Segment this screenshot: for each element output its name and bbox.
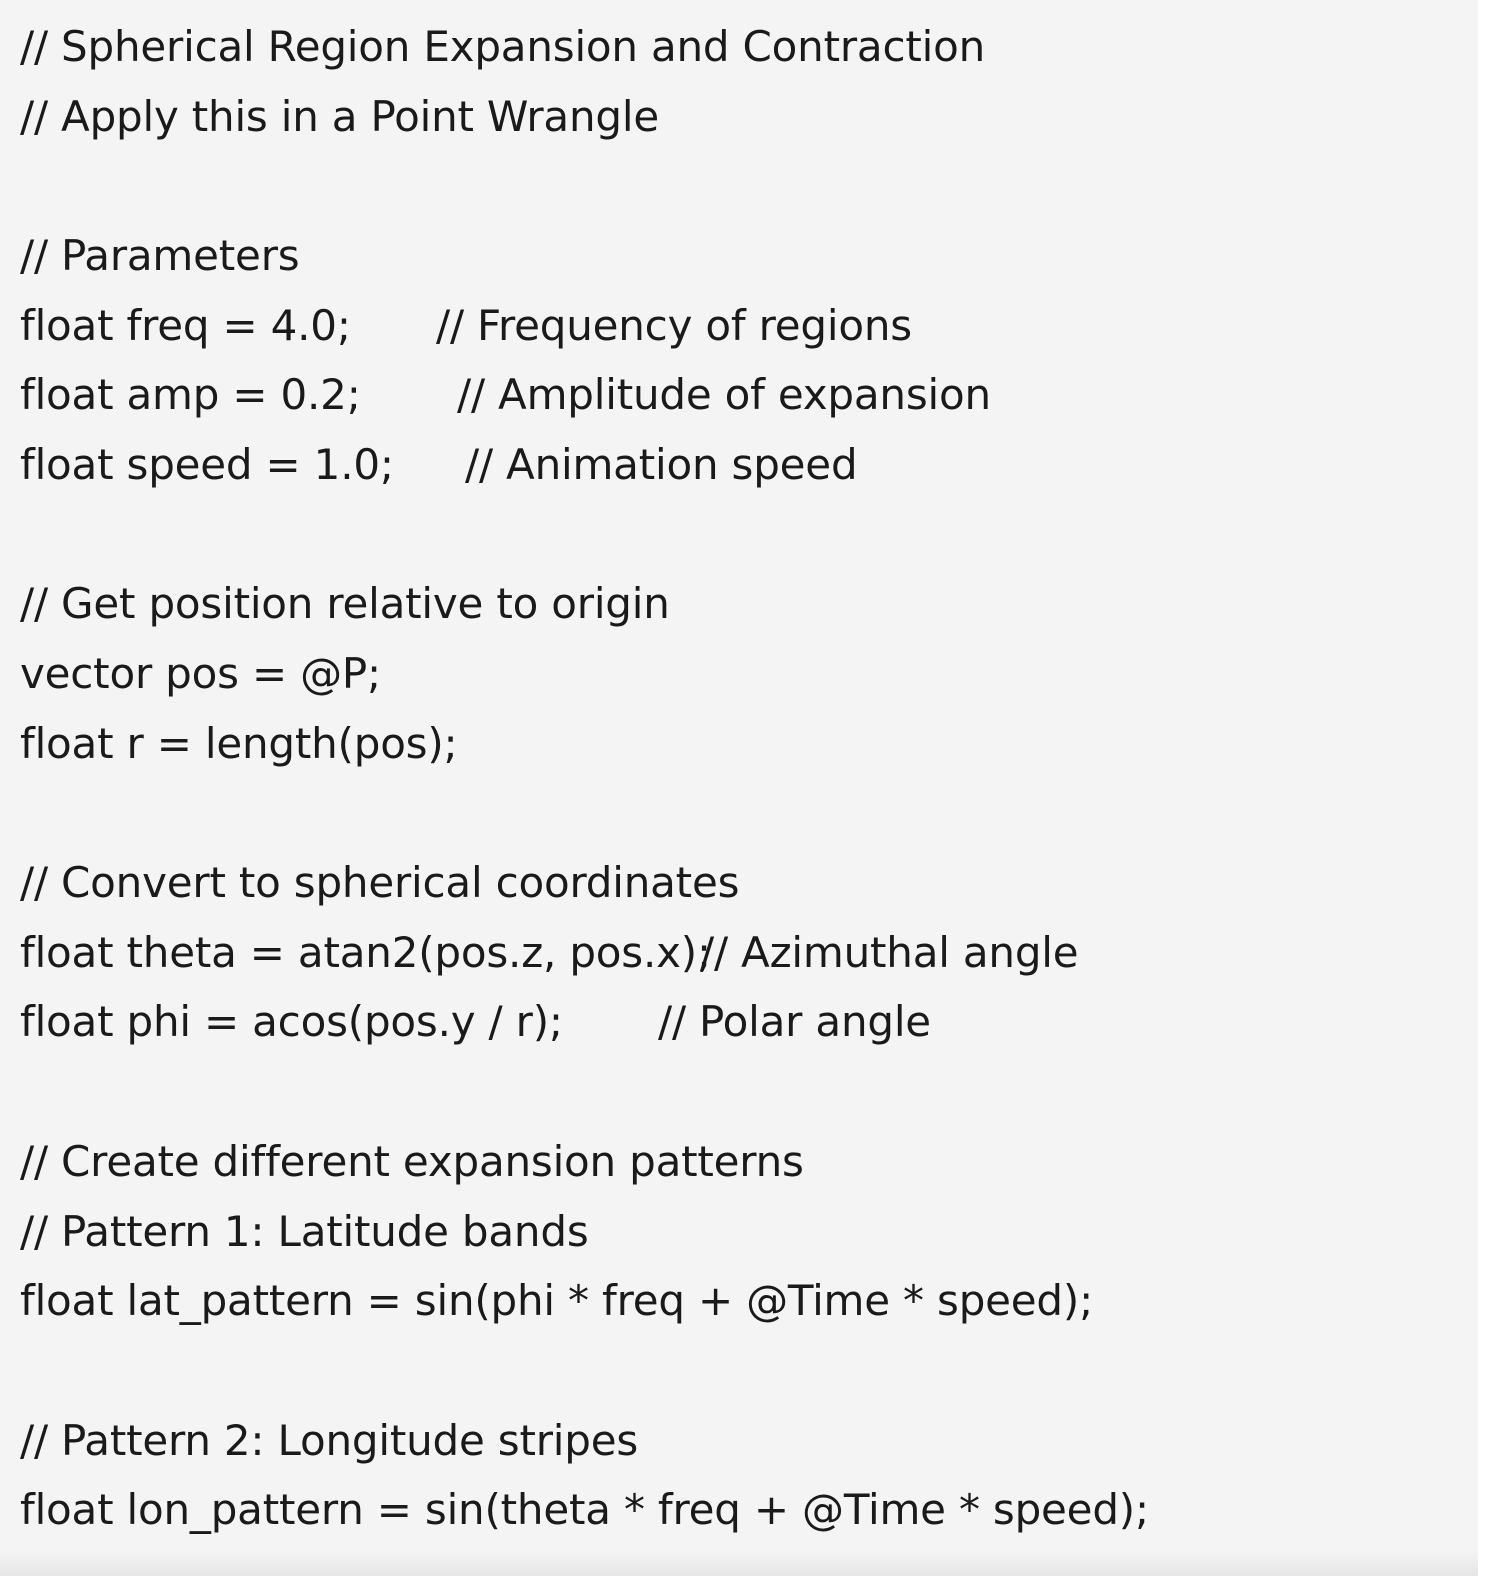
code-text: float theta = atan2(pos.z, pos.x); xyxy=(20,927,711,977)
code-text: // Parameters xyxy=(20,230,300,280)
code-text: float r = length(pos); xyxy=(20,718,458,768)
code-comment: // Frequency of regions xyxy=(436,300,912,350)
code-line xyxy=(20,779,1478,849)
code-text: float phi = acos(pos.y / r); xyxy=(20,997,563,1047)
code-text: // Apply this in a Point Wrangle xyxy=(20,91,659,141)
code-text: // Pattern 1: Latitude bands xyxy=(20,1206,589,1256)
code-text: float lat_pattern = sin(phi * freq + @Time * speed); xyxy=(20,1276,1094,1326)
code-line xyxy=(20,1266,1478,1336)
code-line xyxy=(20,1197,1478,1267)
code-line xyxy=(20,360,1478,430)
code-line xyxy=(20,709,1478,779)
code-comment: // Animation speed xyxy=(465,439,858,489)
code-text: // Get position relative to origin xyxy=(20,579,670,629)
code-line xyxy=(20,151,1478,221)
code-line xyxy=(20,82,1478,152)
panel-shadow xyxy=(0,1550,1478,1576)
code-text: float speed = 1.0; xyxy=(20,439,394,489)
code-line xyxy=(20,500,1478,570)
code-text: float amp = 0.2; xyxy=(20,370,361,420)
code-text: // Create different expansion patterns xyxy=(20,1136,804,1186)
code-line xyxy=(20,1127,1478,1197)
code-line xyxy=(20,918,1478,988)
code-text: vector pos = @P; xyxy=(20,649,381,699)
code-line xyxy=(20,430,1478,500)
code-line xyxy=(20,291,1478,361)
code-text: float freq = 4.0; xyxy=(20,300,351,350)
code-line xyxy=(20,1336,1478,1406)
code-line xyxy=(20,570,1478,640)
code-text: // Convert to spherical coordinates xyxy=(20,858,740,908)
code-line xyxy=(20,1475,1478,1545)
code-text: // Pattern 2: Longitude stripes xyxy=(20,1415,639,1465)
code-line xyxy=(20,988,1478,1058)
code-line xyxy=(20,1406,1478,1476)
code-line xyxy=(20,848,1478,918)
code-line xyxy=(20,1057,1478,1127)
code-line xyxy=(20,639,1478,709)
code-comment: // Amplitude of expansion xyxy=(457,370,991,420)
code-comment: // Azimuthal angle xyxy=(700,927,1079,977)
code-text: // Spherical Region Expansion and Contraction xyxy=(20,21,985,71)
code-line xyxy=(20,221,1478,291)
code-comment: // Polar angle xyxy=(658,997,931,1047)
panel-edge xyxy=(1478,0,1486,1576)
code-line xyxy=(20,12,1478,82)
code-text: float lon_pattern = sin(theta * freq + @Time * speed); xyxy=(20,1485,1149,1535)
